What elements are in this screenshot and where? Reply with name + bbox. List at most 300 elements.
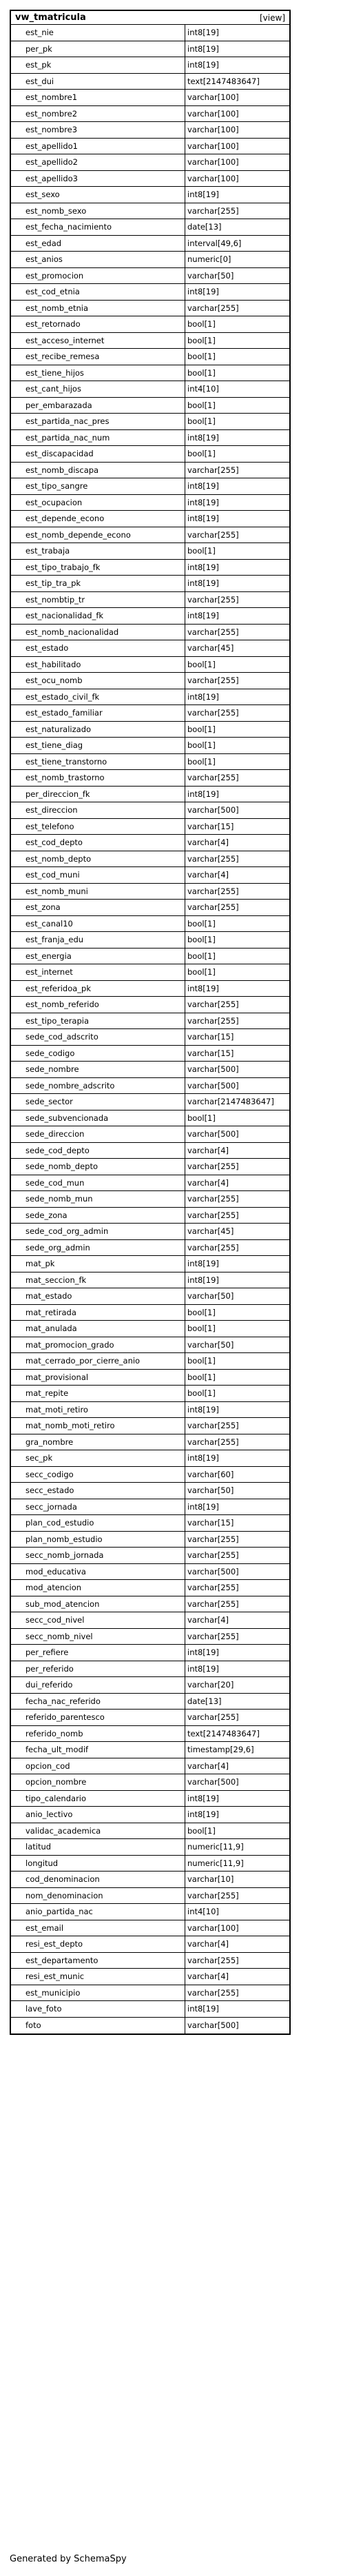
column-name: mod_atencion	[11, 1580, 185, 1596]
column-type: varchar[20]	[187, 1680, 234, 1690]
column-name: est_tipo_trabajo_fk	[11, 560, 185, 576]
column-type: int8[19]	[187, 789, 219, 799]
column-type: varchar[10]	[187, 1874, 234, 1884]
column-name: secc_nomb_jornada	[11, 1548, 185, 1563]
table-row	[11, 932, 289, 949]
table-row	[11, 446, 289, 463]
column-name: mat_moti_retiro	[11, 1402, 185, 1418]
column-name: anio_partida_nac	[11, 1904, 185, 1920]
column-type: varchar[15]	[187, 821, 234, 831]
table-row	[11, 1758, 289, 1775]
column-type: varchar[15]	[187, 1032, 234, 1042]
view-label: [view]	[260, 12, 285, 23]
table-row	[11, 1645, 289, 1661]
column-type: varchar[500]	[187, 2020, 239, 2030]
table-row	[11, 1580, 289, 1596]
column-type: varchar[255]	[187, 1194, 239, 1204]
column-name: longitud	[11, 1856, 185, 1872]
table-row	[11, 640, 289, 657]
table-row	[11, 398, 289, 414]
table-row	[11, 414, 289, 430]
column-type: varchar[255]	[187, 529, 239, 540]
column-name: est_cod_muni	[11, 867, 185, 883]
table-row	[11, 802, 289, 819]
table-row	[11, 1337, 289, 1354]
column-type: varchar[255]	[187, 773, 239, 782]
column-type: int8[19]	[187, 28, 219, 37]
table-row	[11, 365, 289, 382]
table-row	[11, 1321, 289, 1337]
column-type: bool[1]	[187, 951, 216, 961]
table-row	[11, 1256, 289, 1272]
column-name: sede_cod_org_admin	[11, 1224, 185, 1239]
column-type: varchar[15]	[187, 1048, 234, 1058]
column-name: sede_nomb_mun	[11, 1191, 185, 1207]
column-type: int8[19]	[187, 611, 219, 620]
column-type: bool[1]	[187, 1324, 216, 1333]
column-name: referido_nomb	[11, 1726, 185, 1742]
column-name: anio_lectivo	[11, 1807, 185, 1823]
column-type: bool[1]	[187, 1372, 216, 1382]
column-type: int8[19]	[187, 481, 219, 491]
generated-by-footer: Generated by SchemaSpy	[10, 2554, 127, 2564]
table-row	[11, 608, 289, 625]
column-name: est_telefono	[11, 819, 185, 835]
column-name: est_internet	[11, 964, 185, 980]
column-name: est_municipio	[11, 1985, 185, 2001]
table-row	[11, 576, 289, 592]
column-name: est_direccion	[11, 802, 185, 818]
table-row	[11, 74, 289, 90]
table-name: vw_tmatricula	[15, 12, 86, 23]
column-type: int8[19]	[187, 578, 219, 588]
table-row	[11, 1823, 289, 1840]
column-name: est_naturalizado	[11, 722, 185, 738]
column-type: varchar[255]	[187, 1987, 239, 1998]
column-type: interval[49,6]	[187, 238, 242, 248]
column-name: mat_pk	[11, 1256, 185, 1272]
column-type: varchar[255]	[187, 1015, 239, 1026]
table-row	[11, 981, 289, 997]
column-name: per_referido	[11, 1661, 185, 1677]
column-type: int8[19]	[187, 1663, 219, 1674]
column-type: bool[1]	[187, 935, 216, 944]
column-type: int8[19]	[187, 1404, 219, 1414]
table-row	[11, 1872, 289, 1888]
column-name: est_habilitado	[11, 657, 185, 673]
table-row	[11, 2001, 289, 2018]
column-name: mat_seccion_fk	[11, 1272, 185, 1288]
column-type: varchar[4]	[187, 1971, 229, 1981]
table-row	[11, 203, 289, 220]
column-type: varchar[50]	[187, 1339, 234, 1350]
table-row	[11, 625, 289, 641]
column-name: est_canal10	[11, 916, 185, 932]
column-name: est_partida_nac_num	[11, 430, 185, 446]
table-row	[11, 301, 289, 317]
column-name: sede_cod_depto	[11, 1143, 185, 1159]
column-type: int4[10]	[187, 1907, 219, 1916]
column-type: varchar[255]	[187, 627, 239, 637]
column-type: bool[1]	[187, 449, 216, 458]
column-type: varchar[100]	[187, 92, 239, 102]
column-name: sede_sector	[11, 1094, 185, 1110]
column-type: int8[19]	[187, 1647, 219, 1657]
table-row	[11, 1191, 289, 1208]
column-type: numeric[11,9]	[187, 1842, 244, 1852]
table-row	[11, 1467, 289, 1483]
column-type: varchar[100]	[187, 157, 239, 167]
column-name: per_direccion_fk	[11, 787, 185, 802]
column-name: est_sexo	[11, 187, 185, 203]
column-name: sede_nomb_depto	[11, 1159, 185, 1175]
table-row	[11, 1126, 289, 1143]
table-row	[11, 430, 289, 447]
table-box	[10, 10, 291, 2035]
column-name: est_estado	[11, 640, 185, 656]
column-name: latitud	[11, 1839, 185, 1855]
column-name: est_nombre3	[11, 122, 185, 138]
column-type: bool[1]	[187, 1388, 216, 1398]
column-name: sede_subvencionada	[11, 1110, 185, 1126]
column-type: int8[19]	[187, 1453, 219, 1463]
column-name: sede_codigo	[11, 1046, 185, 1062]
table-row	[11, 1710, 289, 1726]
column-type: bool[1]	[187, 319, 216, 329]
table-row	[11, 770, 289, 787]
column-name: est_nomb_depende_econo	[11, 527, 185, 543]
column-type: bool[1]	[187, 756, 216, 767]
column-type: bool[1]	[187, 1307, 216, 1317]
table-row	[11, 1078, 289, 1095]
table-row	[11, 1305, 289, 1321]
table-row	[11, 543, 289, 560]
column-name: est_nomb_nacionalidad	[11, 625, 185, 640]
column-name: cod_denominacion	[11, 1872, 185, 1887]
column-name: est_tipo_sangre	[11, 478, 185, 494]
column-type: varchar[255]	[187, 676, 239, 685]
column-name: sede_cod_mun	[11, 1175, 185, 1191]
table-row	[11, 1159, 289, 1175]
column-name: secc_nomb_nivel	[11, 1629, 185, 1645]
column-name: est_energia	[11, 949, 185, 964]
column-type: bool[1]	[187, 1825, 216, 1836]
table-row	[11, 41, 289, 58]
column-name: est_tiene_hijos	[11, 365, 185, 381]
table-row	[11, 478, 289, 495]
column-name: est_nombre1	[11, 90, 185, 105]
column-name: est_ocupacion	[11, 495, 185, 511]
column-name: mat_estado	[11, 1288, 185, 1304]
table-row	[11, 1661, 289, 1678]
column-type: bool[1]	[187, 367, 216, 378]
column-name: mat_retirada	[11, 1305, 185, 1321]
column-type: int8[19]	[187, 514, 219, 523]
column-type: varchar[50]	[187, 1291, 234, 1301]
table-row	[11, 1807, 289, 1823]
table-row	[11, 268, 289, 285]
table-row	[11, 964, 289, 981]
column-name: est_departamento	[11, 1953, 185, 1969]
column-type: varchar[100]	[187, 173, 239, 183]
column-type: varchar[255]	[187, 594, 239, 605]
table-row	[11, 511, 289, 527]
table-row	[11, 1143, 289, 1159]
column-type: int8[19]	[187, 691, 219, 702]
column-name: est_promocion	[11, 268, 185, 284]
table-row	[11, 1791, 289, 1807]
table-row	[11, 884, 289, 900]
column-name: sede_direccion	[11, 1126, 185, 1142]
column-name: est_nomb_etnia	[11, 301, 185, 316]
column-name: est_partida_nac_pres	[11, 414, 185, 429]
column-type: varchar[15]	[187, 1518, 234, 1528]
table-row	[11, 1110, 289, 1127]
column-type: varchar[500]	[187, 1064, 239, 1074]
column-type: varchar[255]	[187, 1631, 239, 1641]
table-row	[11, 949, 289, 965]
column-name: est_franja_edu	[11, 932, 185, 948]
table-row	[11, 1094, 289, 1110]
column-name: secc_jornada	[11, 1499, 185, 1515]
table-row	[11, 284, 289, 301]
column-type: varchar[100]	[187, 108, 239, 119]
column-name: sub_mod_atencion	[11, 1596, 185, 1612]
column-type: varchar[255]	[187, 1583, 239, 1592]
column-type: bool[1]	[187, 352, 216, 361]
table-row	[11, 1013, 289, 1030]
table-row	[11, 705, 289, 722]
column-name: est_dui	[11, 74, 185, 90]
table-row	[11, 754, 289, 771]
table-row	[11, 1402, 289, 1419]
column-type: varchar[255]	[187, 1421, 239, 1430]
table-row	[11, 1288, 289, 1305]
column-name: gra_nombre	[11, 1434, 185, 1450]
column-name: est_email	[11, 1920, 185, 1936]
table-row	[11, 1985, 289, 2002]
column-name: est_nomb_discapa	[11, 463, 185, 478]
table-row	[11, 1969, 289, 1985]
column-name: sede_nombre_adscrito	[11, 1078, 185, 1094]
table-row	[11, 1726, 289, 1743]
column-type: varchar[255]	[187, 1890, 239, 1900]
column-name: sede_org_admin	[11, 1240, 185, 1256]
column-name: est_tiene_diag	[11, 738, 185, 753]
column-type: varchar[255]	[187, 303, 239, 313]
column-name: secc_cod_nivel	[11, 1612, 185, 1628]
table-row	[11, 1046, 289, 1062]
table-header	[11, 11, 289, 25]
table-row	[11, 851, 289, 868]
table-row	[11, 1774, 289, 1791]
table-row	[11, 187, 289, 203]
table-row	[11, 1920, 289, 1937]
column-name: dui_referido	[11, 1677, 185, 1693]
table-row	[11, 1548, 289, 1564]
column-type: varchar[500]	[187, 1129, 239, 1139]
column-name: sede_nombre	[11, 1062, 185, 1077]
table-row	[11, 463, 289, 479]
table-row	[11, 1418, 289, 1434]
table-row	[11, 835, 289, 851]
column-name: sec_pk	[11, 1450, 185, 1466]
column-type: int8[19]	[187, 287, 219, 296]
column-name: mod_educativa	[11, 1564, 185, 1580]
column-type: bool[1]	[187, 335, 216, 345]
table-row	[11, 1742, 289, 1758]
column-type: text[2147483647]	[187, 76, 260, 86]
column-name: est_nomb_depto	[11, 851, 185, 867]
column-name: est_nombre2	[11, 106, 185, 122]
table-row	[11, 673, 289, 689]
column-list	[11, 25, 289, 2034]
column-name: est_estado_civil_fk	[11, 689, 185, 705]
column-name: plan_nomb_estudio	[11, 1532, 185, 1548]
table-row	[11, 1694, 289, 1710]
column-type: int8[19]	[187, 983, 219, 993]
column-name: est_tipo_terapia	[11, 1013, 185, 1029]
column-name: mat_anulada	[11, 1321, 185, 1337]
column-name: est_recibe_remesa	[11, 349, 185, 365]
column-type: varchar[255]	[187, 205, 239, 216]
column-name: est_cod_depto	[11, 835, 185, 851]
column-name: est_tiene_transtorno	[11, 754, 185, 770]
table-row	[11, 1272, 289, 1289]
table-row	[11, 57, 289, 74]
column-type: bool[1]	[187, 416, 216, 426]
column-type: int8[19]	[187, 1501, 219, 1512]
table-row	[11, 1596, 289, 1613]
column-name: per_pk	[11, 41, 185, 57]
table-row	[11, 1175, 289, 1192]
column-name: per_refiere	[11, 1645, 185, 1661]
column-type: bool[1]	[187, 967, 216, 977]
table-row	[11, 236, 289, 252]
table-row	[11, 349, 289, 365]
column-type: int4[10]	[187, 384, 219, 394]
column-name: sede_cod_adscrito	[11, 1029, 185, 1045]
column-name: est_nombtip_tr	[11, 592, 185, 608]
column-name: est_zona	[11, 900, 185, 915]
table-row	[11, 90, 289, 106]
table-row	[11, 171, 289, 187]
column-name: est_tip_tra_pk	[11, 576, 185, 591]
table-row	[11, 1629, 289, 1645]
table-row	[11, 916, 289, 933]
column-name: secc_codigo	[11, 1467, 185, 1483]
table-row	[11, 1208, 289, 1224]
column-type: int8[19]	[187, 43, 219, 54]
column-name: est_edad	[11, 236, 185, 252]
column-type: varchar[4]	[187, 1615, 229, 1625]
column-type: varchar[4]	[187, 1939, 229, 1949]
column-name: sede_zona	[11, 1208, 185, 1224]
column-name: est_pk	[11, 57, 185, 73]
column-type: varchar[500]	[187, 1566, 239, 1576]
table-row	[11, 1515, 289, 1532]
table-row	[11, 1953, 289, 1969]
table-row	[11, 139, 289, 155]
column-type: varchar[50]	[187, 1485, 234, 1495]
column-name: resi_est_depto	[11, 1936, 185, 1952]
column-name: lave_foto	[11, 2001, 185, 2017]
column-type: timestamp[29,6]	[187, 1745, 254, 1754]
column-type: date[13]	[187, 1696, 222, 1706]
table-row	[11, 1839, 289, 1856]
column-type: varchar[500]	[187, 805, 239, 815]
table-row	[11, 154, 289, 171]
column-type: varchar[60]	[187, 1469, 234, 1479]
column-type: varchar[255]	[187, 1242, 239, 1252]
column-type: varchar[4]	[187, 1177, 229, 1188]
table-row	[11, 738, 289, 754]
table-row	[11, 819, 289, 835]
column-type: bool[1]	[187, 659, 216, 669]
column-name: fecha_ult_modif	[11, 1742, 185, 1758]
column-name: est_ocu_nomb	[11, 673, 185, 689]
column-type: bool[1]	[187, 546, 216, 556]
column-name: est_nie	[11, 25, 185, 41]
column-name: fecha_nac_referido	[11, 1694, 185, 1710]
column-type: varchar[500]	[187, 1777, 239, 1787]
table-row	[11, 316, 289, 333]
table-row	[11, 1612, 289, 1629]
column-name: secc_estado	[11, 1483, 185, 1499]
table-row	[11, 1888, 289, 1905]
column-name: est_apellido2	[11, 154, 185, 170]
column-type: varchar[255]	[187, 465, 239, 475]
column-type: int8[19]	[187, 1793, 219, 1803]
table-row	[11, 867, 289, 884]
column-type: bool[1]	[187, 1113, 216, 1123]
column-name: validac_academica	[11, 1823, 185, 1839]
column-name: resi_est_munic	[11, 1969, 185, 1985]
column-type: varchar[45]	[187, 643, 234, 653]
column-type: varchar[4]	[187, 1145, 229, 1155]
column-name: est_apellido3	[11, 171, 185, 187]
column-name: mat_nomb_moti_retiro	[11, 1418, 185, 1434]
column-type: varchar[255]	[187, 1162, 239, 1171]
table-row	[11, 1936, 289, 1953]
column-name: est_nomb_sexo	[11, 203, 185, 219]
column-type: varchar[100]	[187, 141, 239, 151]
table-row	[11, 1499, 289, 1516]
column-type: int8[19]	[187, 1259, 219, 1268]
column-type: varchar[100]	[187, 125, 239, 134]
column-name: nom_denominacion	[11, 1888, 185, 1904]
column-name: est_anios	[11, 252, 185, 267]
column-type: int8[19]	[187, 1275, 219, 1285]
column-type: varchar[255]	[187, 1437, 239, 1447]
column-name: mat_promocion_grado	[11, 1337, 185, 1353]
column-name: est_apellido1	[11, 139, 185, 154]
column-name: est_nomb_muni	[11, 884, 185, 900]
column-type: bool[1]	[187, 400, 216, 410]
column-type: varchar[255]	[187, 853, 239, 864]
column-name: est_nomb_trastorno	[11, 770, 185, 786]
column-name: per_embarazada	[11, 398, 185, 414]
table-row	[11, 495, 289, 511]
table-row	[11, 900, 289, 916]
table-row	[11, 1450, 289, 1467]
column-type: int8[19]	[187, 432, 219, 443]
column-name: est_nomb_referido	[11, 997, 185, 1013]
column-type: text[2147483647]	[187, 1728, 260, 1738]
table-row	[11, 1224, 289, 1240]
table-row	[11, 1434, 289, 1451]
column-name: est_cant_hijos	[11, 381, 185, 397]
